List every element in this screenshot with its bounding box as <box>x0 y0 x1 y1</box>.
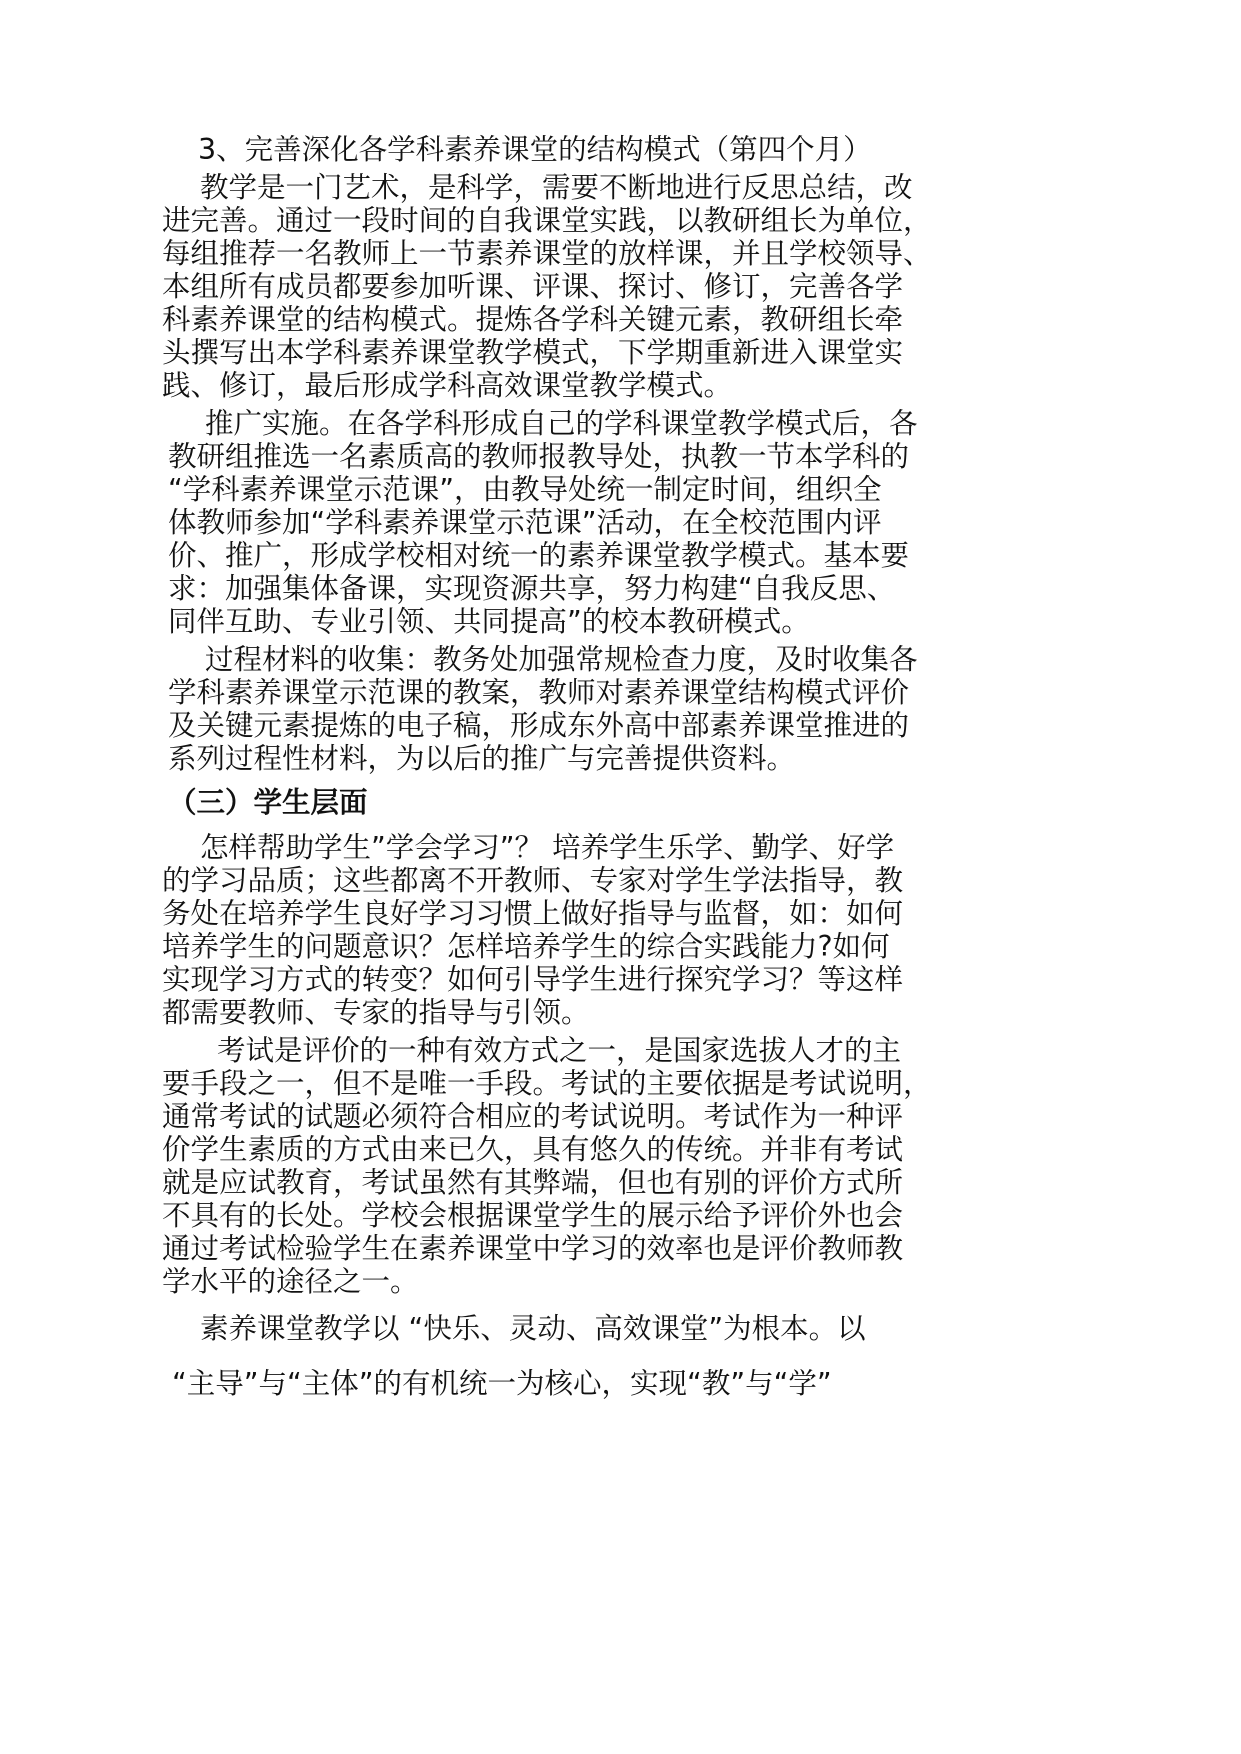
paragraph-6-line-2: “主导”与“主体”的有机统一为核心，实现“教”与“学” <box>172 1367 832 1400</box>
paragraph-5-line-7: 通过考试检验学生在素养课堂中学习的效率也是评价教师教 <box>162 1232 904 1265</box>
paragraph-1-line-5: 科素养课堂的结构模式。提炼各学科关键元素，教研组长牵 <box>162 303 904 336</box>
paragraph-5-line-1: 考试是评价的一种有效方式之一，是国家选拔人才的主 <box>217 1034 902 1067</box>
paragraph-1-line-7: 践、修订，最后形成学科高效课堂教学模式。 <box>162 369 733 402</box>
paragraph-4-line-3: 务处在培养学生良好学习习惯上做好指导与监督，如：如何 <box>162 897 904 930</box>
paragraph-5-line-3: 通常考试的试题必须符合相应的考试说明。考试作为一种评 <box>162 1100 904 1133</box>
paragraph-5-line-2: 要手段之一，但不是唯一手段。考试的主要依据是考试说明， <box>162 1067 932 1100</box>
paragraph-3-line-1: 过程材料的收集：教务处加强常规检查力度，及时收集各 <box>205 643 918 676</box>
paragraph-2-line-2: 教研组推选一名素质高的教师报教导处，执教一节本学科的 <box>168 440 910 473</box>
section-heading-student-level: （三）学生层面 <box>168 786 368 819</box>
section-3-title: 3、完善深化各学科素养课堂的结构模式（第四个月） <box>198 133 872 166</box>
paragraph-4-line-4: 培养学生的问题意识？怎样培养学生的综合实践能力?如何 <box>162 930 890 963</box>
paragraph-5-line-8: 学水平的途径之一。 <box>162 1265 419 1298</box>
paragraph-5-line-5: 就是应试教育，考试虽然有其弊端，但也有别的评价方式所 <box>162 1166 904 1199</box>
paragraph-2-line-5: 价、推广，形成学校相对统一的素养课堂教学模式。基本要 <box>168 539 910 572</box>
paragraph-4-line-6: 都需要教师、专家的指导与引领。 <box>162 996 590 1029</box>
paragraph-4-line-5: 实现学习方式的转变？如何引导学生进行探究学习？等这样 <box>162 963 904 996</box>
paragraph-2-line-1: 推广实施。在各学科形成自己的学科课堂教学模式后，各 <box>205 407 918 440</box>
paragraph-6-line-1: 素养课堂教学以 “快乐、灵动、高效课堂”为根本。以 <box>200 1312 866 1345</box>
paragraph-3-line-2: 学科素养课堂示范课的教案，教师对素养课堂结构模式评价 <box>168 676 910 709</box>
paragraph-1-line-3: 每组推荐一名教师上一节素养课堂的放样课，并且学校领导、 <box>162 237 932 270</box>
paragraph-4-line-2: 的学习品质；这些都离不开教师、专家对学生学法指导，教 <box>162 864 904 897</box>
paragraph-2-line-3: “学科素养课堂示范课”，由教导处统一制定时间，组织全 <box>168 473 882 506</box>
paragraph-3-line-3: 及关键元素提炼的电子稿，形成东外高中部素养课堂推进的 <box>168 709 910 742</box>
paragraph-1-line-2: 进完善。通过一段时间的自我课堂实践，以教研组长为单位， <box>162 204 932 237</box>
paragraph-1-line-1: 教学是一门艺术，是科学，需要不断地进行反思总结，改 <box>200 171 913 204</box>
paragraph-2-line-4: 体教师参加“学科素养课堂示范课”活动，在全校范围内评 <box>168 506 882 539</box>
paragraph-1-line-4: 本组所有成员都要参加听课、评课、探讨、修订，完善各学 <box>162 270 904 303</box>
paragraph-1-line-6: 头撰写出本学科素养课堂教学模式，下学期重新进入课堂实 <box>162 336 904 369</box>
paragraph-2-line-7: 同伴互助、专业引领、共同提高”的校本教研模式。 <box>168 605 810 638</box>
paragraph-3-line-4: 系列过程性材料，为以后的推广与完善提供资料。 <box>168 742 796 775</box>
paragraph-4-line-1: 怎样帮助学生”学会学习”？ 培养学生乐学、勤学、好学 <box>200 831 895 864</box>
paragraph-5-line-4: 价学生素质的方式由来已久，具有悠久的传统。并非有考试 <box>162 1133 904 1166</box>
paragraph-5-line-6: 不具有的长处。学校会根据课堂学生的展示给予评价外也会 <box>162 1199 904 1232</box>
paragraph-2-line-6: 求：加强集体备课，实现资源共享，努力构建“自我反思、 <box>168 572 896 605</box>
